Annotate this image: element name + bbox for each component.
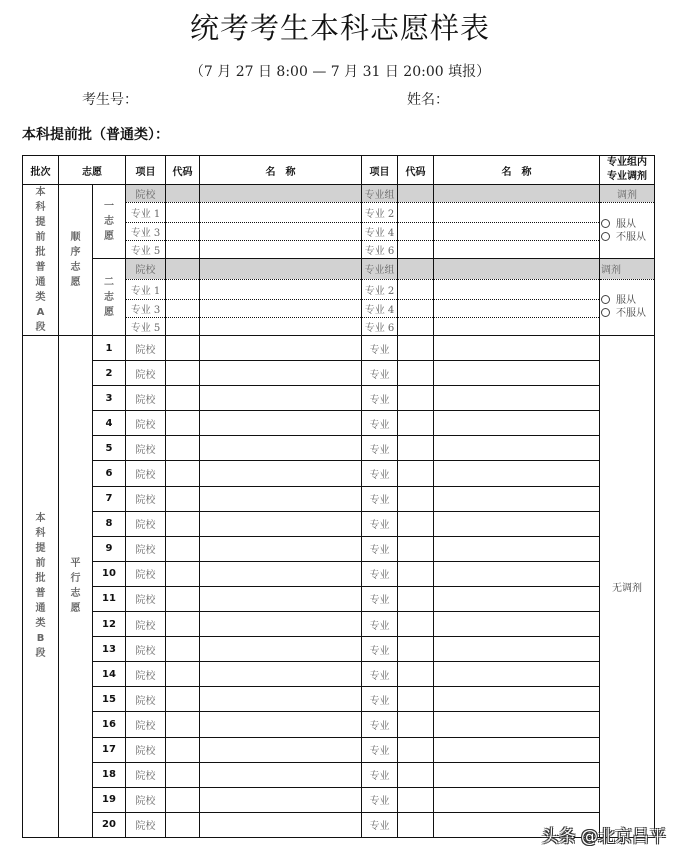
name-input[interactable]: [200, 241, 362, 259]
header-choice: 志愿: [59, 156, 126, 185]
exam-number-label: 考生号：: [82, 92, 138, 108]
radio-disobey[interactable]: [601, 307, 654, 320]
volunteer-form-table: [22, 155, 655, 838]
item-label: 专业组: [362, 185, 398, 203]
school-name-input[interactable]: [200, 586, 362, 611]
batch-b-label-char: 提: [35, 543, 46, 555]
item-label: 专业: [362, 511, 398, 536]
choice-number: 1: [93, 336, 126, 361]
name-input[interactable]: [434, 241, 600, 259]
school-name-input[interactable]: [200, 561, 362, 586]
item-label: 院校: [126, 511, 166, 536]
batch-a-label-char: 提: [35, 217, 46, 228]
sequential-choice-label-char: 顺: [70, 232, 81, 243]
choice-number: 20: [93, 812, 126, 837]
item-label: 院校: [126, 185, 166, 203]
parallel-choice-row: [23, 762, 655, 787]
school-name-input[interactable]: [200, 687, 362, 712]
school-code-input[interactable]: [166, 612, 200, 637]
parallel-choice-row: [23, 386, 655, 411]
code-input[interactable]: [398, 241, 434, 259]
major-name-input[interactable]: [434, 486, 600, 511]
radio-circle-icon[interactable]: [601, 308, 610, 317]
item-label: 院校: [126, 612, 166, 637]
major-name-input[interactable]: [434, 612, 600, 637]
parallel-choice-row: [23, 336, 655, 361]
sequential-choice-label: [63, 230, 88, 290]
school-name-input[interactable]: [200, 486, 362, 511]
item-label: 专业: [362, 762, 398, 787]
item-label: 专业: [362, 436, 398, 461]
item-label: 院校: [126, 787, 166, 812]
choice-number: 5: [93, 436, 126, 461]
major-code-input[interactable]: [398, 612, 434, 637]
item-label: 专业 1: [126, 203, 166, 223]
school-code-input[interactable]: [166, 687, 200, 712]
page-title: 统考考生本科志愿样表: [189, 11, 490, 45]
parallel-choice-row: [23, 712, 655, 737]
school-code-input[interactable]: [166, 787, 200, 812]
name-input[interactable]: [434, 279, 600, 299]
school-name-input[interactable]: [200, 737, 362, 762]
school-name-input[interactable]: [200, 662, 362, 687]
code-input[interactable]: [166, 203, 200, 223]
school-name-input[interactable]: [200, 386, 362, 411]
major-code-input[interactable]: [398, 637, 434, 662]
item-label: 院校: [126, 687, 166, 712]
parallel-choice-row: [23, 461, 655, 486]
item-label: 专业 6: [362, 318, 398, 336]
batch-a-label: [27, 185, 54, 335]
major-code-input[interactable]: [398, 336, 434, 361]
sequential-choice-label-char: 序: [70, 247, 81, 258]
choice-number: 3: [93, 386, 126, 411]
name-input[interactable]: [434, 318, 600, 336]
item-label: 专业: [362, 612, 398, 637]
parallel-choice-row: [23, 561, 655, 586]
item-label: 专业 2: [362, 203, 398, 223]
major-code-input[interactable]: [398, 586, 434, 611]
school-code-input[interactable]: [166, 586, 200, 611]
school-name-input[interactable]: [200, 361, 362, 386]
item-label: 专业 5: [126, 318, 166, 336]
item-label: 专业: [362, 561, 398, 586]
choice-number: 7: [93, 486, 126, 511]
batch-a-label-char: 段: [35, 322, 46, 333]
batch-b-label-char: 类: [35, 618, 46, 630]
school-name-input[interactable]: [200, 511, 362, 536]
major-name-input[interactable]: [434, 436, 600, 461]
major-name-input[interactable]: [434, 511, 600, 536]
name-input[interactable]: [200, 185, 362, 203]
code-input[interactable]: [398, 223, 434, 241]
radio-disobey[interactable]: [601, 231, 654, 244]
item-label: 专业 4: [362, 300, 398, 318]
batch-b-label-char: 科: [35, 528, 46, 540]
code-input[interactable]: [398, 203, 434, 223]
school-code-input[interactable]: [166, 712, 200, 737]
major-code-input[interactable]: [398, 536, 434, 561]
item-label: 专业: [362, 411, 398, 436]
student-name-label: 姓名：: [407, 92, 449, 108]
code-input[interactable]: [166, 185, 200, 203]
radio-circle-icon[interactable]: [601, 232, 610, 241]
adjust-options: [600, 203, 655, 259]
major-code-input[interactable]: [398, 762, 434, 787]
school-code-input[interactable]: [166, 411, 200, 436]
code-input[interactable]: [166, 241, 200, 259]
radio-obey[interactable]: [601, 294, 654, 307]
batch-a-label-char: 普: [35, 262, 46, 273]
major-code-input[interactable]: [398, 461, 434, 486]
parallel-choice-row: [23, 612, 655, 637]
choice-1-label-char: 志: [104, 216, 114, 228]
choice-number: 11: [93, 586, 126, 611]
major-name-input[interactable]: [434, 637, 600, 662]
school-name-input[interactable]: [200, 712, 362, 737]
major-name-input[interactable]: [434, 737, 600, 762]
radio-circle-icon[interactable]: [601, 295, 610, 304]
choice-1-label-char: 一: [104, 201, 114, 213]
school-code-input[interactable]: [166, 637, 200, 662]
sequential-choice-label-char: 志: [70, 262, 81, 273]
batch-b-label-char: 批: [35, 573, 46, 585]
school-code-input[interactable]: [166, 486, 200, 511]
major-code-input[interactable]: [398, 361, 434, 386]
radio-label: 服从: [616, 295, 636, 307]
choice-number: 17: [93, 737, 126, 762]
section-a-row: [23, 185, 655, 203]
header-adjust-line1: 专业组内: [607, 157, 647, 168]
major-name-input[interactable]: [434, 762, 600, 787]
item-label: 专业: [362, 662, 398, 687]
item-label: 院校: [126, 336, 166, 361]
major-code-input[interactable]: [398, 511, 434, 536]
major-name-input[interactable]: [434, 411, 600, 436]
item-label: 院校: [126, 461, 166, 486]
adjust-options: [600, 279, 655, 335]
item-label: 专业 6: [362, 241, 398, 259]
section-a-body: [23, 185, 655, 336]
item-label: 专业 2: [362, 279, 398, 299]
name-input[interactable]: [200, 259, 362, 279]
item-label: 专业: [362, 586, 398, 611]
major-code-input[interactable]: [398, 737, 434, 762]
major-name-input[interactable]: [434, 361, 600, 386]
major-name-input[interactable]: [434, 712, 600, 737]
major-name-input[interactable]: [434, 561, 600, 586]
major-code-input[interactable]: [398, 712, 434, 737]
parallel-choice-row: [23, 486, 655, 511]
choice-number: 13: [93, 637, 126, 662]
school-name-input[interactable]: [200, 637, 362, 662]
item-label: 专业: [362, 637, 398, 662]
section-b-body: [23, 336, 655, 838]
major-code-input[interactable]: [398, 687, 434, 712]
code-input[interactable]: [166, 318, 200, 336]
item-label: 院校: [126, 762, 166, 787]
no-adjust-label: 无调剂: [600, 336, 655, 838]
parallel-choice-row: [23, 787, 655, 812]
choice-number: 12: [93, 612, 126, 637]
item-label: 院校: [126, 386, 166, 411]
item-label: 院校: [126, 637, 166, 662]
major-name-input[interactable]: [434, 787, 600, 812]
choice-2-label-char: 二: [104, 276, 114, 288]
choice-number: 16: [93, 712, 126, 737]
choice-2-label-char: 愿: [104, 306, 114, 318]
school-code-input[interactable]: [166, 662, 200, 687]
school-code-input[interactable]: [166, 561, 200, 586]
parallel-choice-row: [23, 737, 655, 762]
header-name-2: 名 称: [434, 156, 600, 185]
code-input[interactable]: [398, 300, 434, 318]
code-input[interactable]: [398, 185, 434, 203]
radio-label: 不服从: [616, 231, 646, 243]
parallel-choice-row: [23, 436, 655, 461]
major-code-input[interactable]: [398, 561, 434, 586]
choice-number: 14: [93, 662, 126, 687]
school-code-input[interactable]: [166, 511, 200, 536]
item-label: 院校: [126, 737, 166, 762]
radio-circle-icon[interactable]: [601, 219, 610, 228]
choice-number: 9: [93, 536, 126, 561]
choice-number: 15: [93, 687, 126, 712]
choice-number: 8: [93, 511, 126, 536]
parallel-choice-row: [23, 511, 655, 536]
item-label: 专业 3: [126, 300, 166, 318]
school-name-input[interactable]: [200, 336, 362, 361]
major-code-input[interactable]: [398, 386, 434, 411]
item-label: 专业: [362, 712, 398, 737]
item-label: 院校: [126, 436, 166, 461]
parallel-choice-label-char: 志: [70, 588, 81, 600]
item-label: 专业 3: [126, 223, 166, 241]
adjust-label: 调剂: [600, 185, 655, 203]
choice-number: 19: [93, 787, 126, 812]
radio-label: 服从: [616, 218, 636, 230]
header-adjust-line2: 专业调剂: [607, 171, 647, 182]
batch-a-label-char: 批: [35, 247, 46, 258]
item-label: 专业: [362, 386, 398, 411]
parallel-choice-row: [23, 536, 655, 561]
choice-2-label: [97, 275, 121, 320]
school-code-input[interactable]: [166, 386, 200, 411]
batch-a-label-char: A: [36, 307, 45, 318]
code-input[interactable]: [166, 259, 200, 279]
major-name-input[interactable]: [434, 687, 600, 712]
header-code-2: 代码: [398, 156, 434, 185]
name-input[interactable]: [434, 203, 600, 223]
header-adjust: [600, 156, 655, 185]
choice-number: 2: [93, 361, 126, 386]
parallel-choice-row: [23, 361, 655, 386]
school-code-input[interactable]: [166, 536, 200, 561]
item-label: 专业: [362, 486, 398, 511]
school-name-input[interactable]: [200, 787, 362, 812]
item-label: 院校: [126, 812, 166, 837]
school-name-input[interactable]: [200, 612, 362, 637]
batch-b-label-char: 通: [35, 603, 46, 615]
sequential-choice-label-char: 愿: [70, 277, 81, 288]
school-code-input[interactable]: [166, 336, 200, 361]
major-code-input[interactable]: [398, 436, 434, 461]
school-code-input[interactable]: [166, 436, 200, 461]
item-label: 院校: [126, 411, 166, 436]
name-input[interactable]: [200, 300, 362, 318]
school-code-input[interactable]: [166, 461, 200, 486]
choice-1-label-char: 愿: [104, 231, 114, 243]
name-input[interactable]: [434, 259, 600, 279]
parallel-choice-row: [23, 687, 655, 712]
code-input[interactable]: [166, 279, 200, 299]
parallel-choice-row: [23, 662, 655, 687]
batch-b-label: [27, 511, 54, 661]
major-name-input[interactable]: [434, 461, 600, 486]
header-batch: 批次: [23, 156, 59, 185]
major-code-input[interactable]: [398, 411, 434, 436]
choice-2-label-char: 志: [104, 291, 114, 303]
code-input[interactable]: [398, 318, 434, 336]
radio-obey[interactable]: [601, 218, 654, 231]
batch-a-label-char: 本: [35, 187, 46, 198]
choice-number: 6: [93, 461, 126, 486]
parallel-choice-label-char: 愿: [70, 603, 81, 615]
item-label: 专业: [362, 461, 398, 486]
parallel-choice-label: [63, 556, 88, 616]
header-name: 名 称: [200, 156, 362, 185]
parallel-choice-label-char: 平: [70, 558, 81, 570]
item-label: 专业 4: [362, 223, 398, 241]
batch-b-label-char: 前: [35, 558, 46, 570]
item-label: 院校: [126, 361, 166, 386]
major-code-input[interactable]: [398, 486, 434, 511]
code-input[interactable]: [398, 259, 434, 279]
name-input[interactable]: [434, 185, 600, 203]
name-input[interactable]: [434, 300, 600, 318]
choice-number: 18: [93, 762, 126, 787]
choice-number: 10: [93, 561, 126, 586]
code-input[interactable]: [398, 279, 434, 299]
code-input[interactable]: [166, 300, 200, 318]
fill-period: （7 月 27 日 8:00 — 7 月 31 日 20:00 填报）: [189, 64, 491, 80]
item-label: 院校: [126, 486, 166, 511]
school-code-input[interactable]: [166, 762, 200, 787]
parallel-choice-row: [23, 411, 655, 436]
school-name-input[interactable]: [200, 762, 362, 787]
item-label: 院校: [126, 586, 166, 611]
school-code-input[interactable]: [166, 737, 200, 762]
school-name-input[interactable]: [200, 411, 362, 436]
name-input[interactable]: [434, 223, 600, 241]
header-code: 代码: [166, 156, 200, 185]
name-input[interactable]: [200, 223, 362, 241]
item-label: 院校: [126, 259, 166, 279]
parallel-choice-row: [23, 586, 655, 611]
name-input[interactable]: [200, 203, 362, 223]
batch-a-label-char: 科: [35, 202, 46, 213]
section-a-row: [23, 259, 655, 279]
header-item: 项目: [126, 156, 166, 185]
batch-b-label-char: 段: [35, 648, 46, 660]
item-label: 专业组: [362, 259, 398, 279]
major-name-input[interactable]: [434, 662, 600, 687]
item-label: 院校: [126, 561, 166, 586]
item-label: 专业: [362, 361, 398, 386]
code-input[interactable]: [166, 223, 200, 241]
batch-a-label-char: 前: [35, 232, 46, 243]
radio-label: 不服从: [616, 308, 646, 320]
parallel-choice-row: [23, 637, 655, 662]
school-name-input[interactable]: [200, 812, 362, 837]
item-label: 院校: [126, 536, 166, 561]
major-code-input[interactable]: [398, 787, 434, 812]
adjust-label: 调剂: [600, 259, 655, 279]
batch-a-label-char: 通: [35, 277, 46, 288]
item-label: 院校: [126, 662, 166, 687]
major-name-input[interactable]: [434, 586, 600, 611]
major-name-input[interactable]: [434, 386, 600, 411]
item-label: 专业: [362, 812, 398, 837]
major-name-input[interactable]: [434, 536, 600, 561]
major-name-input[interactable]: [434, 336, 600, 361]
table-header-row: [23, 156, 655, 185]
name-input[interactable]: [200, 318, 362, 336]
major-code-input[interactable]: [398, 812, 434, 837]
item-label: 专业 1: [126, 279, 166, 299]
choice-1-label: [97, 199, 121, 244]
item-label: 专业: [362, 737, 398, 762]
school-code-input[interactable]: [166, 361, 200, 386]
school-name-input[interactable]: [200, 461, 362, 486]
item-label: 专业: [362, 687, 398, 712]
school-code-input[interactable]: [166, 812, 200, 837]
item-label: 专业: [362, 536, 398, 561]
batch-b-label-char: B: [36, 633, 45, 645]
section-title: 本科提前批（普通类）：: [22, 127, 169, 143]
item-label: 院校: [126, 712, 166, 737]
batch-b-label-char: 普: [35, 588, 46, 600]
school-name-input[interactable]: [200, 436, 362, 461]
school-name-input[interactable]: [200, 536, 362, 561]
watermark: 头条 @北京昌平: [541, 827, 666, 847]
name-input[interactable]: [200, 279, 362, 299]
item-label: 专业: [362, 336, 398, 361]
item-label: 专业: [362, 787, 398, 812]
batch-a-label-char: 类: [35, 292, 46, 303]
choice-number: 4: [93, 411, 126, 436]
major-code-input[interactable]: [398, 662, 434, 687]
batch-b-label-char: 本: [35, 513, 46, 525]
parallel-choice-label-char: 行: [70, 573, 81, 585]
item-label: 专业 5: [126, 241, 166, 259]
header-item-2: 项目: [362, 156, 398, 185]
